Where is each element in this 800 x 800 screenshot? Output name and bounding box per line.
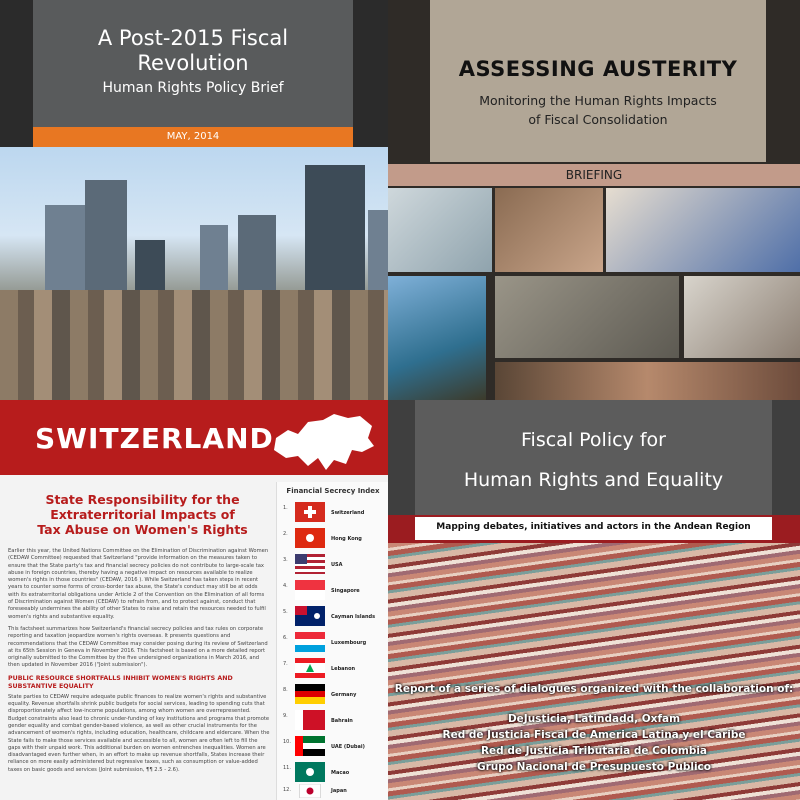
- photo-elderly-women: [495, 188, 603, 272]
- report-line: Report of a series of dialogues organized with the collaboration of:: [394, 683, 794, 695]
- cayman-islands-flag-icon: [295, 606, 325, 626]
- bahrain-flag-icon: [295, 710, 325, 730]
- index-rank: 11.: [283, 765, 291, 771]
- index-rank: 7.: [283, 661, 288, 667]
- index-rank: 12.: [283, 787, 291, 793]
- cover-title: [415, 420, 772, 500]
- luxembourg-flag-icon: [295, 632, 325, 652]
- index-country: Singapore: [331, 588, 360, 594]
- index-item: [281, 502, 385, 528]
- informal-settlement: [0, 290, 388, 400]
- index-country: Hong Kong: [331, 536, 362, 542]
- cover-subtitle: Mapping debates, initiatives and actors in the Andean Region: [436, 522, 751, 532]
- index-country: Germany: [331, 692, 357, 698]
- heading-line-2: Extraterritorial Impacts of: [50, 507, 235, 522]
- index-country: Macao: [331, 770, 350, 776]
- paragraph-1: Earlier this year, the United Nations Committee on the Elimination of Discrimination against Women (CEDAW Committee) requested that Switzerland "provide information on the measures taken to ensure that the State party's tax and financial secrecy policies do not contribute to large-scale tax abuse in foreign countries, thereby having a negative impact on resources available to realize women's rights in those countries" (CEDAW, 2016 ). While Switzerland has taken steps in recent years to counter some forms of cross-border tax abuse, the State's conduct may still be at odds with its extraterritorial obligations under Article 2 of the Convention on the Elimination of all forms of Discrimination against Women (CEDAW) to refrain from, and to protect against, conduct that foreseeably undermines the ability of other States to raise and retain the resources needed to fulfil women's rights and substantive equality.: [8, 548, 269, 620]
- index-item: [281, 632, 385, 658]
- index-country: USA: [331, 562, 343, 568]
- title-panel: [430, 0, 766, 162]
- index-item: [281, 684, 385, 710]
- usa-flag-icon: [295, 554, 325, 574]
- japan-flag-icon: [295, 784, 325, 798]
- organization-line: Red de Justicia Tributaria de Colombia: [480, 745, 708, 757]
- switzerland-map-icon: [268, 408, 378, 478]
- factsheet-body: [8, 548, 270, 779]
- section-heading: PUBLIC RESOURCE SHORTFALLS INHIBIT WOMEN'S RIGHTS AND SUBSTANTIVE EQUALITY: [8, 674, 233, 690]
- subtitle-line-1: Monitoring the Human Rights Impacts: [479, 93, 717, 108]
- heading-line-1: State Responsibility for the: [45, 492, 240, 507]
- index-country: Cayman Islands: [331, 614, 376, 620]
- factsheet-heading: [10, 492, 275, 537]
- building: [45, 205, 85, 300]
- city-skyline-photo: [0, 147, 388, 400]
- macao-flag-icon: [295, 762, 325, 782]
- building: [200, 225, 228, 300]
- index-rank: 9.: [283, 713, 288, 719]
- index-rank: 10.: [283, 739, 291, 745]
- index-country: Switzerland: [331, 510, 365, 516]
- photo-farmer: [388, 276, 486, 400]
- cover-subtitle: [430, 91, 766, 129]
- title-line-2: Human Rights and Equality: [463, 469, 724, 491]
- index-rank: 8.: [283, 687, 288, 693]
- photo-classroom: [684, 276, 800, 358]
- index-rank: 5.: [283, 609, 288, 615]
- index-item: [281, 658, 385, 684]
- building: [238, 215, 276, 300]
- index-rank: 1.: [283, 505, 288, 511]
- title-line-1: A Post-2015 Fiscal: [97, 26, 289, 50]
- photo-community: [495, 362, 800, 400]
- index-item: [281, 580, 385, 606]
- paragraph-3: State parties to CEDAW require adequate public finances to realize women's rights and substantive equality. Revenue shortfalls shrink public budgets for social services, leading to spending cuts that disproportionately affect low-income populations, among whom women are overrepresented. Budget constraints also lead to chronic under-funding of key institutions and programs that promote gender equality and combat gender-based violence, as well as other crucial instruments for the advancement of women's rights, including education, healthcare, childcare and eldercare. When the State fails to make those services available and accessible to all, women are often left to fill the gaps with their unpaid work. This additional burden on women entrenches inequalities. Women are disadvantaged even further when, in an effort to make up revenue shortfalls, States increase their reliance on more easily administered but regressive taxes, such as consumption or value-added taxes on basic goods and services (Joint submission, ¶¶ 2.5 - 2.6).: [8, 693, 270, 773]
- photo-protest: [495, 276, 679, 358]
- cover-assessing-austerity: [388, 0, 800, 400]
- sidebar-title: Financial Secrecy Index: [286, 487, 380, 495]
- index-item: [281, 710, 385, 736]
- singapore-flag-icon: [295, 580, 325, 600]
- index-country: Luxembourg: [331, 640, 367, 646]
- index-rank: 6.: [283, 635, 288, 641]
- cover-title: ASSESSING AUSTERITY: [458, 57, 738, 81]
- index-rank: 4.: [283, 583, 288, 589]
- hong-kong-flag-icon: [295, 528, 325, 548]
- title-line-1: Fiscal Policy for: [521, 429, 666, 451]
- index-country: Lebanon: [331, 666, 356, 672]
- organization-line: Grupo Nacional de Presupuesto Publico: [477, 761, 711, 773]
- lebanon-flag-icon: [295, 658, 325, 678]
- factsheet-switzerland: [0, 400, 388, 800]
- index-item: [281, 554, 385, 580]
- index-country: Bahrain: [331, 718, 353, 724]
- photo-students: [606, 188, 800, 272]
- index-item: [281, 784, 385, 800]
- briefing-band: BRIEFING: [388, 164, 800, 186]
- swiss-flag-icon: [295, 502, 325, 522]
- index-country: UAE (Dubai): [331, 744, 365, 750]
- index-item: [281, 528, 385, 554]
- index-item: [281, 606, 385, 632]
- country-title: SWITZERLAND: [35, 422, 274, 455]
- date-band: MAY, 2014: [33, 127, 353, 147]
- title-line-2: Revolution: [137, 51, 249, 75]
- index-item: [281, 736, 385, 762]
- cover-title: [33, 26, 353, 76]
- building: [305, 165, 365, 300]
- uae-flag-icon: [295, 736, 325, 756]
- organization-line: Red de Justicia Fiscal de America Latina y el Caribe: [442, 729, 746, 741]
- index-rank: 2.: [283, 531, 288, 537]
- germany-flag-icon: [295, 684, 325, 704]
- cover-fiscal-policy-human-rights: [388, 400, 800, 800]
- cover-subtitle: Human Rights Policy Brief: [102, 80, 284, 96]
- paragraph-2: This factsheet summarizes how Switzerland's financial secrecy policies and tax rules on corporate reporting and taxation jeopardize women's rights overseas. It presents questions and recommendations that the CEDAW Committee may consider posing during its review of Switzerland at its 65th Session in Geneva in November 2016. This factsheet is based on a more detailed report originally submitted to the Committee by the five undersigned organizations in March 2016, and then updated in November 2016 ("Joint submission").: [8, 625, 268, 669]
- building: [85, 180, 127, 300]
- cover-post-2015-fiscal-revolution: [0, 0, 388, 400]
- index-rank: 3.: [283, 557, 288, 563]
- organization-line: DeJusticia, Latindadd, Oxfam: [507, 713, 681, 725]
- subtitle-line-2: of Fiscal Consolidation: [528, 112, 668, 127]
- photo-care-worker: [388, 188, 492, 272]
- heading-line-3: Tax Abuse on Women's Rights: [37, 522, 248, 537]
- financial-secrecy-index-sidebar: [276, 482, 388, 800]
- building: [368, 210, 388, 300]
- index-country: Japan: [331, 788, 347, 794]
